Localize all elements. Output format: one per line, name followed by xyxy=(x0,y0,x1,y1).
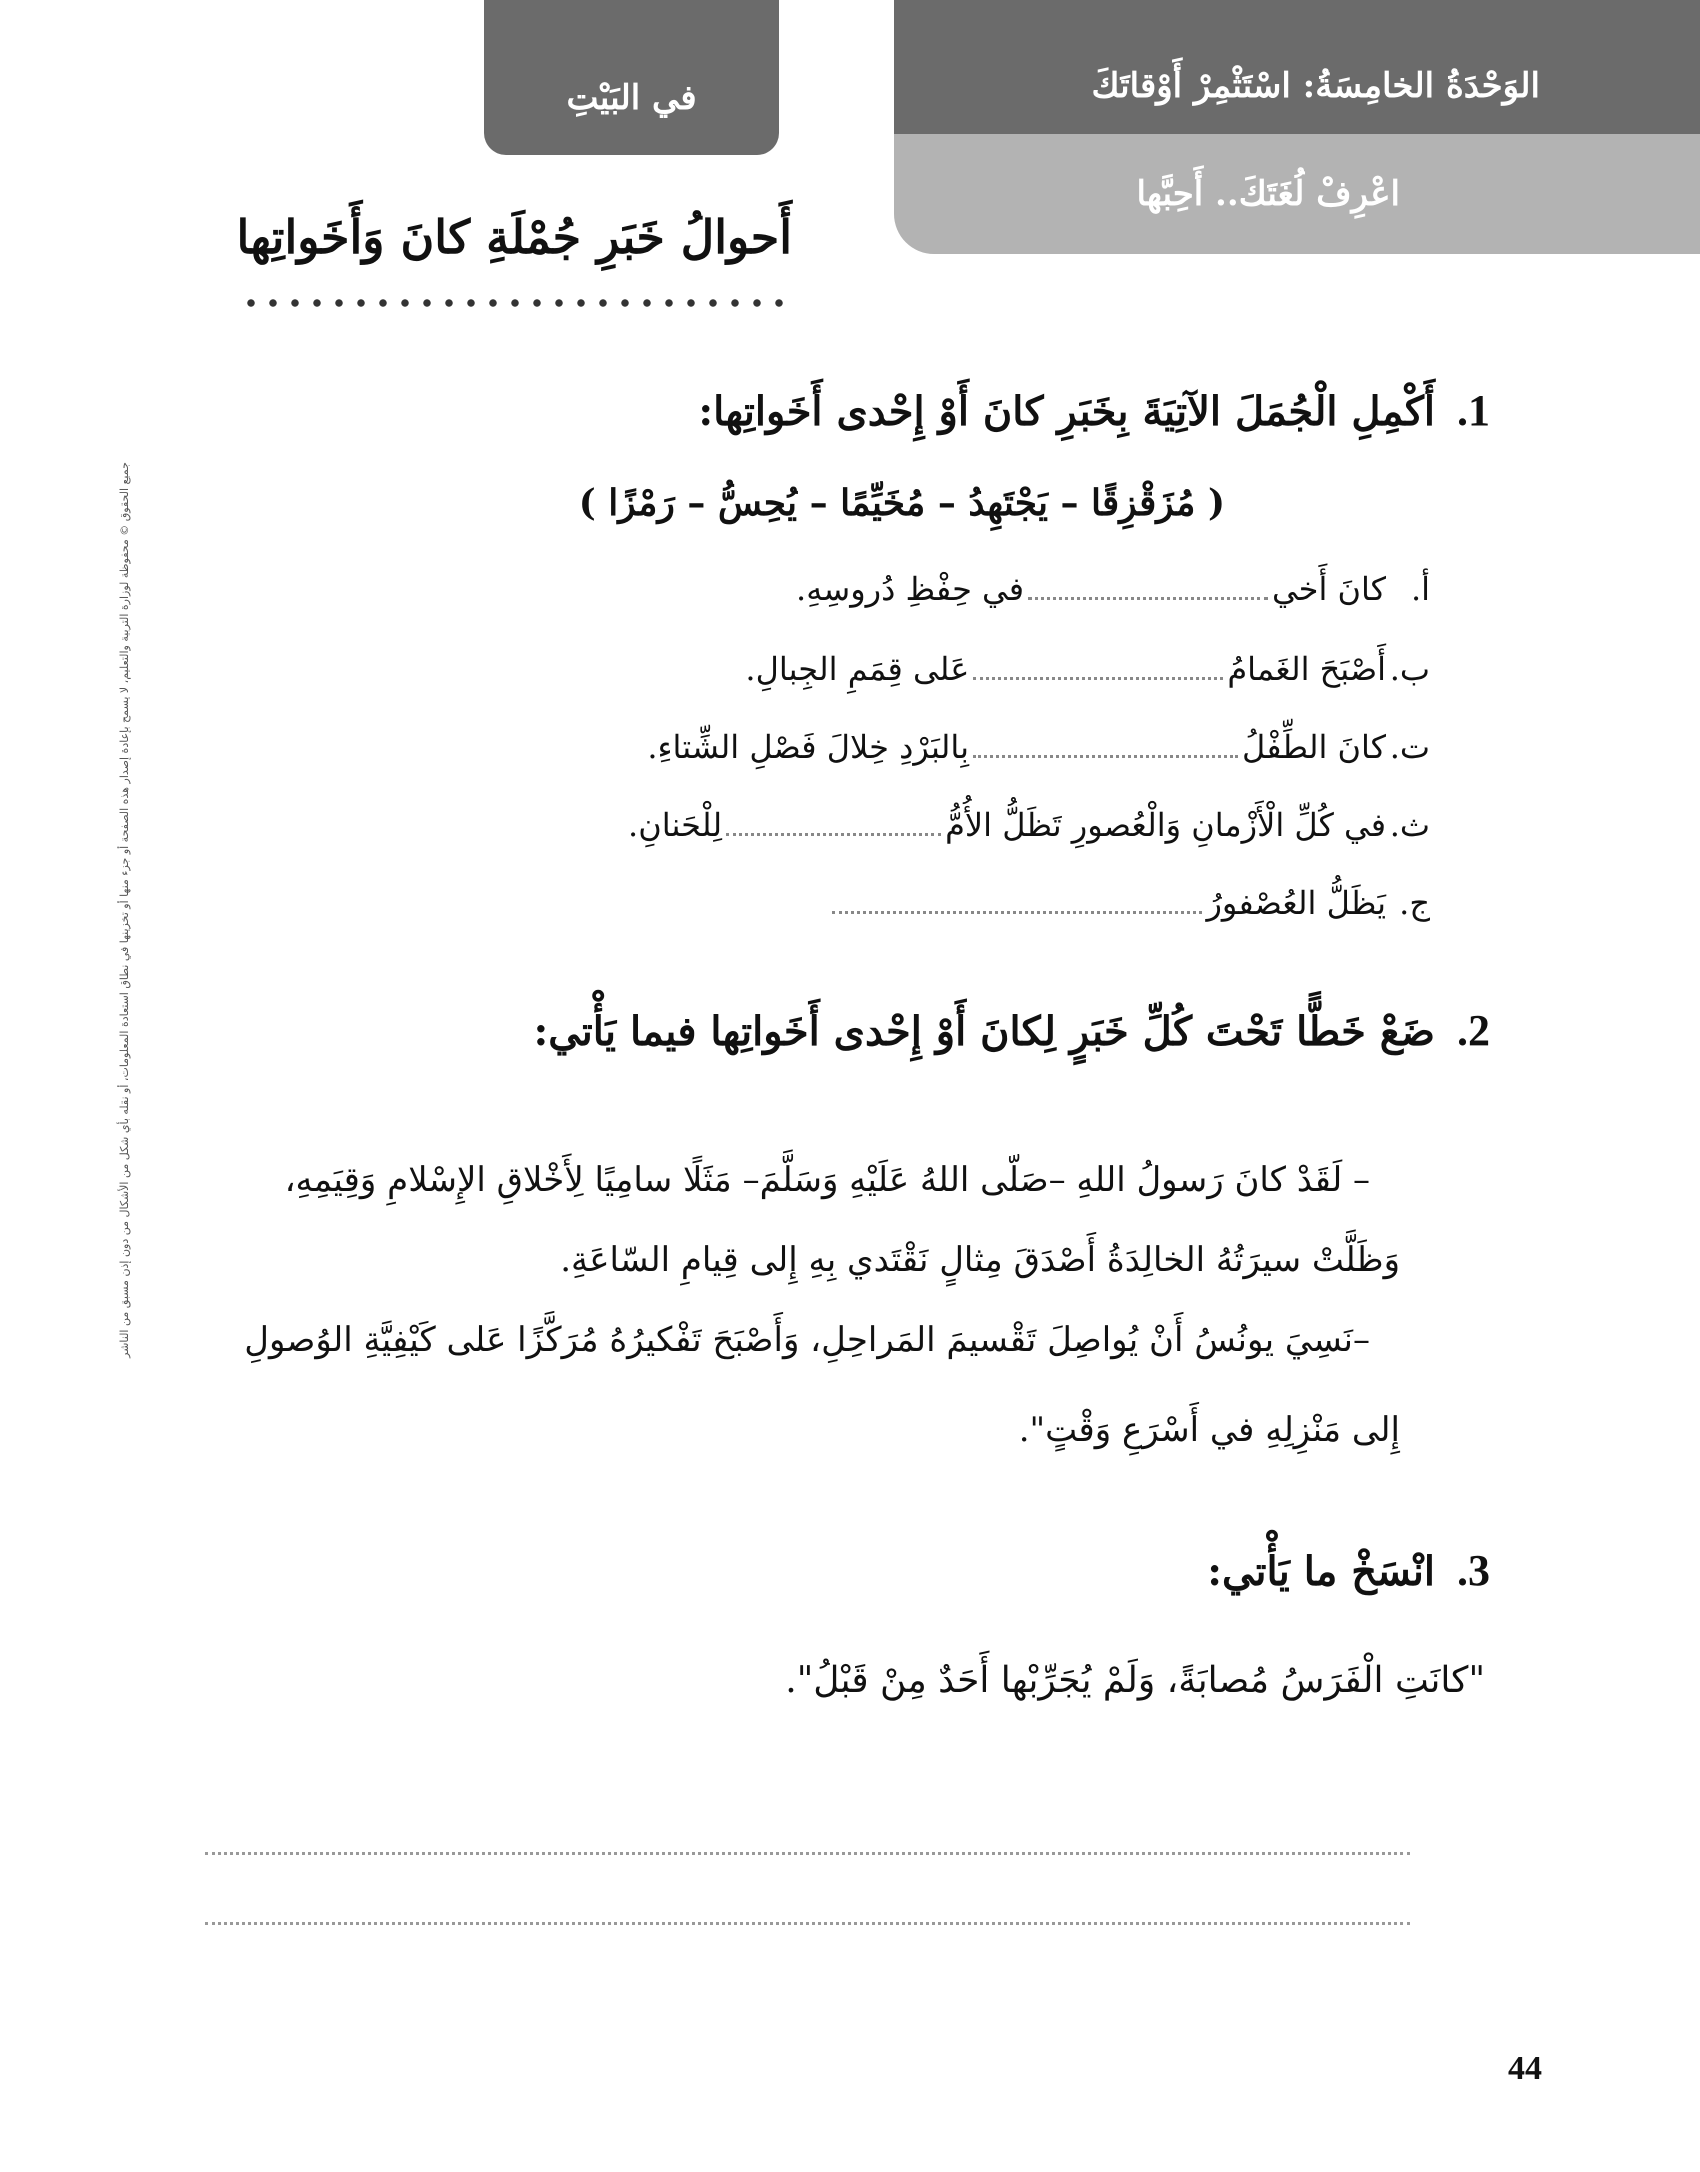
q2-line-1: – لَقَدْ كانَ رَسولُ اللهِ –صَلّى اللهُ عَلَيْهِ وَسَلَّمَ– مَثَلًا سامِيًا لِأَخْلاقِ الإِسْلامِ وَقِيَمِهِ، xyxy=(284,1160,1370,1200)
question-2-number: 2. xyxy=(1457,1006,1490,1055)
question-3-prompt: انْسَخْ ما يَأْتي: xyxy=(1207,1548,1435,1595)
fill-blank[interactable] xyxy=(973,669,1223,680)
section-tab: في البَيْتِ xyxy=(484,0,779,155)
question-2-prompt: ضَعْ خَطًّا تَحْتَ كُلِّ خَبَرٍ لِكانَ أَوْ إِحْدى أَخَواتِها فيما يَأْتي: xyxy=(533,1008,1435,1055)
question-1-prompt: أَكْمِلِ الْجُمَلَ الآتِيَةَ بِخَبَرِ كانَ أَوْ إِحْدى أَخَواتِها: xyxy=(698,388,1435,435)
writing-line-2[interactable] xyxy=(205,1922,1410,1925)
question-1-number: 1. xyxy=(1457,386,1490,435)
subtitle: اعْرِفْ لُغَتَكَ.. أَحِبَّها xyxy=(1136,174,1400,214)
copyright-note: جميع الحقوق © محفوظة لوزارة التربية والتعليم، لا يسمح بإعادة إصدار هذه الصفحة أو جزء منها أو تخزينها في نطاق استعادة المعلومات، أو نقله بأي شكل من الأشكال من دون إذن مسبق من الناشر xyxy=(118,462,131,1358)
fill-blank[interactable] xyxy=(726,825,941,836)
exercise-item-a: أ.كانَ أَخيفي حِفْظِ دُروسِهِ. xyxy=(796,570,1430,608)
exercise-item-th: ث.في كُلِّ الْأَزْمانِ وَالْعُصورِ تَظَلُّ الأُمُّلِلْحَنانِ. xyxy=(628,806,1430,844)
question-3-number: 3. xyxy=(1457,1546,1490,1595)
dotted-divider xyxy=(240,296,792,310)
exercise-item-t: ت.كانَ الطِّفْلُبِالبَرْدِ خِلالَ فَصْلِ الشِّتاءِ. xyxy=(647,728,1430,766)
question-1 xyxy=(698,385,1490,436)
fill-blank[interactable] xyxy=(1028,589,1268,600)
fill-blank[interactable] xyxy=(832,903,1202,914)
unit-title: الوَحْدَةُ الخامِسَةُ: اسْتَثْمِرْ أَوْقاتَكَ xyxy=(1091,66,1540,106)
page-number: 44 xyxy=(1508,2050,1542,2087)
writing-line-1[interactable] xyxy=(205,1852,1410,1855)
copy-quote: "كانَتِ الْفَرَسُ مُصابَةً، وَلَمْ يُجَرِّبْها أَحَدٌ مِنْ قَبْلُ". xyxy=(785,1660,1485,1701)
question-3 xyxy=(1207,1545,1490,1596)
q2-line-3: –نَسِيَ يونُسُ أَنْ يُواصِلَ تَقْسيمَ المَراحِلِ، وَأَصْبَحَ تَفْكيرُهُ مُرَكَّزًا عَلى كَيْفِيَّةِ الوُصولِ xyxy=(244,1320,1370,1360)
q2-line-4: إِلى مَنْزِلِهِ في أَسْرَعِ وَقْتٍ". xyxy=(1018,1410,1400,1450)
question-2 xyxy=(533,1005,1490,1056)
exercise-item-j: ج.يَظَلُّ العُصْفورُ xyxy=(828,884,1430,922)
subtitle-bar xyxy=(894,134,1700,254)
q2-line-2: وَظَلَّتْ سيرَتُهُ الخالِدَةُ أَصْدَقَ مِثالٍ نَقْتَدي بِهِ إِلى قِيامِ السّاعَةِ. xyxy=(560,1240,1400,1280)
lesson-title: أَحوالُ خَبَرِ جُمْلَةِ كانَ وَأَخَواتِها xyxy=(236,210,792,264)
fill-blank[interactable] xyxy=(973,747,1238,758)
unit-title-bar xyxy=(894,0,1700,134)
exercise-item-b: ب.أَصْبَحَ الغَمامُعَلى قِمَمِ الجِبالِ. xyxy=(745,650,1430,688)
word-bank: ( مُزَقْزِقًا – يَجْتَهِدُ – مُخَيِّمًا – يُحِسُّ – رَمْزًا ) xyxy=(578,482,1225,524)
